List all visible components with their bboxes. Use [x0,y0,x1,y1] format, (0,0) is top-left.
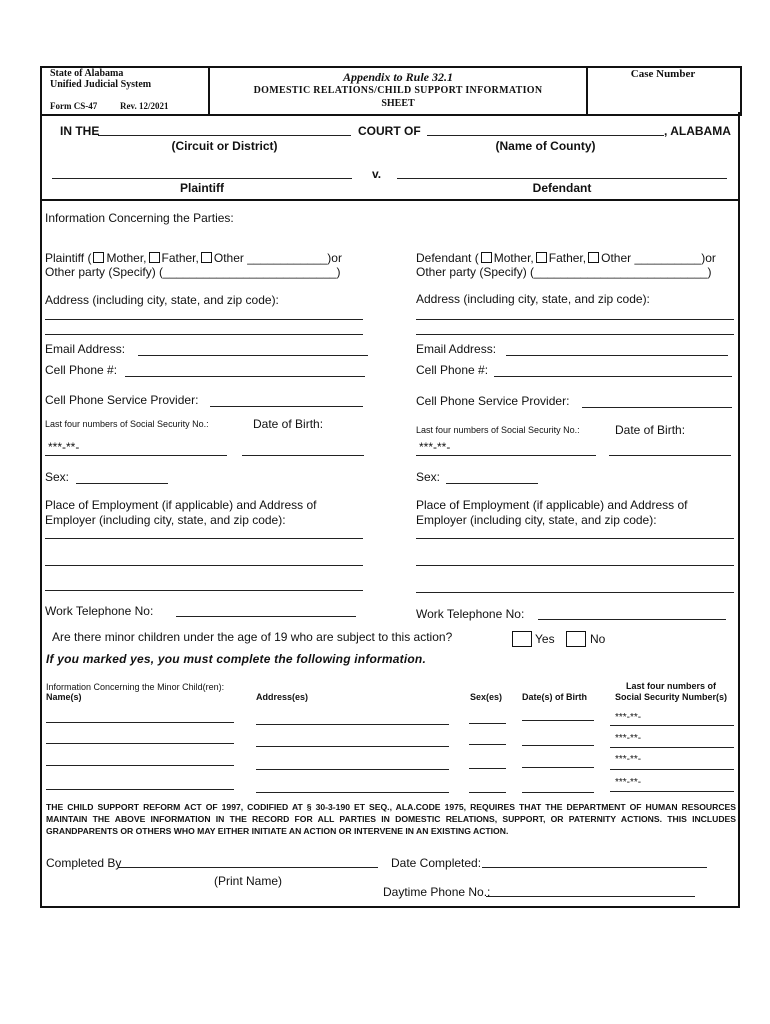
child-4-ssn[interactable] [610,791,734,792]
child-2-name[interactable] [46,743,234,744]
defendant-role-prefix: Defendant ( [416,251,479,265]
plaintiff-cell-field[interactable] [125,376,365,377]
defendant-work-phone-label: Work Telephone No: [416,607,525,621]
child-3-sex[interactable] [469,768,506,769]
plaintiff-dob-label: Date of Birth: [253,417,324,431]
form-title-line1: DOMESTIC RELATIONS/CHILD SUPPORT INFORMATION [253,85,543,96]
col-ssn-line2: Social Security Number(s) [614,692,728,702]
plaintiff-address-line-2[interactable] [45,334,363,335]
defendant-sex-field[interactable] [446,483,538,484]
child-4-sex[interactable] [469,792,506,793]
plaintiff-mother-label: Mother, [106,251,147,265]
date-completed-label: Date Completed: [391,856,482,870]
plaintiff-dob-field[interactable] [242,455,364,456]
legal-notice: THE CHILD SUPPORT REFORM ACT OF 1997, CODIFIED AT § 30-3-190 ET SEQ., ALA.CODE 1975, REQUIRES THAT THE DEPARTMENT OF HUMAN RESOURCES MAINTAIN THE ABOVE INFORMATION IN THE RECORD FOR ALL PARTIES IN DOMESTIC RELATIONS, SUPPORT, OR PATERNITY ACTIONS. THIS INCLUDES GRANDPARENTS OR OTHERS WHO MAY EITHER INITIATE AN ACTION OR INTERVENE IN AN EXISTING ACTION. [46,802,736,836]
plaintiff-sex-label: Sex: [45,470,70,484]
plaintiff-role-prefix: Plaintiff ( [45,251,92,265]
defendant-employment-label-1: Place of Employment (if applicable) and Address of [416,498,688,512]
plaintiff-ssn-field[interactable] [45,455,227,456]
col-sex: Sex(es) [470,692,503,702]
defendant-provider-field[interactable] [582,407,732,408]
no-label: No [590,632,606,646]
plaintiff-work-phone-field[interactable] [176,616,356,617]
court-of-label: COURT OF [358,124,421,138]
child-4-ssn-mask: ***-**- [615,777,642,788]
form-left-border [40,112,42,908]
child-3-address[interactable] [256,769,449,770]
county-caption: (Name of County) [495,139,596,153]
plaintiff-other-checkbox[interactable] [201,252,212,263]
plaintiff-work-phone-label: Work Telephone No: [45,604,154,618]
circuit-field[interactable] [98,135,351,136]
child-3-ssn-mask: ***-**- [615,754,642,765]
child-1-name[interactable] [46,722,234,723]
plaintiff-cell-label: Cell Phone #: [45,363,118,377]
plaintiff-email-label: Email Address: [45,342,126,356]
plaintiff-employment-label-1: Place of Employment (if applicable) and Address of [45,498,317,512]
plaintiff-email-field[interactable] [138,355,368,356]
form-number: Form CS-47 [50,101,98,111]
child-1-ssn-mask: ***-**- [615,712,642,723]
alabama-label: , ALABAMA [664,124,731,138]
child-4-dob[interactable] [522,792,594,793]
defendant-name-field[interactable] [397,178,727,179]
yes-label: Yes [535,632,555,646]
child-4-address[interactable] [256,792,449,793]
child-4-name[interactable] [46,789,234,790]
minor-children-question: Are there minor children under the age of 19 who are subject to this action? [52,630,453,644]
defendant-other-label: Other __________)or [601,251,716,265]
defendant-mother-checkbox[interactable] [481,252,492,263]
completed-by-label: Completed By [46,856,122,870]
court-section-divider [40,199,740,201]
child-2-address[interactable] [256,746,449,747]
defendant-ssn-field[interactable] [416,455,596,456]
no-checkbox[interactable] [566,631,586,647]
defendant-caption: Defendant [532,181,592,195]
plaintiff-mother-checkbox[interactable] [93,252,104,263]
daytime-phone-label: Daytime Phone No.: [383,885,491,899]
defendant-role-line [416,251,716,265]
yes-checkbox[interactable] [512,631,532,647]
child-2-ssn-mask: ***-**- [615,733,642,744]
child-3-ssn[interactable] [610,769,734,770]
form-revision: Rev. 12/2021 [120,101,169,111]
plaintiff-employment-line-3[interactable] [45,590,363,591]
plaintiff-ssn-label: Last four numbers of Social Security No.: [45,419,209,429]
county-field[interactable] [427,135,664,136]
defendant-other-checkbox[interactable] [588,252,599,263]
children-instruction: If you marked yes, you must complete the following information. [46,652,426,666]
plaintiff-ssn-mask: ***-**- [48,440,80,454]
plaintiff-role-line [45,251,342,265]
in-the-label: IN THE [60,124,100,138]
plaintiff-father-label: Father, [161,251,199,265]
plaintiff-employment-line-1[interactable] [45,538,363,539]
completed-by-field[interactable] [118,867,378,868]
col-names: Name(s) [46,692,82,702]
defendant-employment-label-2: Employer (including city, state, and zip code): [416,513,657,527]
defendant-father-checkbox[interactable] [536,252,547,263]
daytime-phone-field[interactable] [486,896,695,897]
defendant-email-label: Email Address: [416,342,497,356]
plaintiff-other-party: Other party (Specify) (__________________________) [45,265,341,279]
plaintiff-employment-line-2[interactable] [45,565,363,566]
plaintiff-provider-label: Cell Phone Service Provider: [45,393,199,407]
child-1-ssn[interactable] [610,725,734,726]
defendant-ssn-mask: ***-**- [419,440,451,454]
defendant-employment-line-2[interactable] [416,565,734,566]
defendant-employment-line-1[interactable] [416,538,734,539]
plaintiff-other-label: Other ____________)or [213,251,342,265]
child-3-dob[interactable] [522,767,594,768]
plaintiff-caption: Plaintiff [180,181,224,195]
plaintiff-name-field[interactable] [52,178,352,179]
form-bottom-border [40,906,740,908]
defendant-dob-label: Date of Birth: [615,423,686,437]
defendant-sex-label: Sex: [416,470,441,484]
child-2-sex[interactable] [469,744,506,745]
defendant-father-label: Father, [548,251,587,265]
defendant-address-line-2[interactable] [416,334,734,335]
date-completed-field[interactable] [482,867,707,868]
defendant-other-party: Other party (Specify) (__________________________) [416,265,712,279]
child-1-address[interactable] [256,724,449,725]
child-2-dob[interactable] [522,745,594,746]
circuit-caption: (Circuit or District) [171,139,278,153]
parties-section-title: Information Concerning the Parties: [45,211,234,225]
plaintiff-address-line-1[interactable] [45,319,363,320]
versus-label: v. [372,167,382,181]
defendant-work-phone-field[interactable] [538,619,726,620]
child-2-ssn[interactable] [610,747,734,748]
defendant-email-field[interactable] [506,355,728,356]
child-1-dob[interactable] [522,720,594,721]
state-name: State of Alabama [50,68,124,79]
form-right-border [738,112,740,908]
plaintiff-address-label: Address (including city, state, and zip code): [45,293,279,307]
col-ssn-line1: Last four numbers of [625,681,716,691]
form-title-line2: SHEET [381,98,415,109]
child-3-name[interactable] [46,765,234,766]
defendant-ssn-label: Last four numbers of Social Security No.: [416,425,580,435]
plaintiff-sex-field[interactable] [76,483,168,484]
defendant-provider-label: Cell Phone Service Provider: [416,394,570,408]
appendix-title: Appendix to Rule 32.1 [342,70,453,84]
defendant-cell-field[interactable] [494,376,732,377]
plaintiff-father-checkbox[interactable] [149,252,160,263]
system-name: Unified Judicial System [50,79,152,90]
defendant-employment-line-3[interactable] [416,592,734,593]
defendant-address-label: Address (including city, state, and zip code): [416,292,650,306]
defendant-address-line-1[interactable] [416,319,734,320]
case-number-label: Case Number [630,68,696,80]
plaintiff-provider-field[interactable] [210,406,363,407]
defendant-mother-label: Mother, [493,251,534,265]
plaintiff-employment-label-2: Employer (including city, state, and zip code): [45,513,286,527]
child-1-sex[interactable] [469,723,506,724]
defendant-cell-label: Cell Phone #: [416,363,489,377]
defendant-dob-field[interactable] [609,455,731,456]
print-name-caption: (Print Name) [214,874,283,888]
col-dob: Date(s) of Birth [522,692,587,702]
children-section-label: Information Concerning the Minor Child(ren): [46,682,225,692]
col-address: Address(es) [256,692,309,702]
